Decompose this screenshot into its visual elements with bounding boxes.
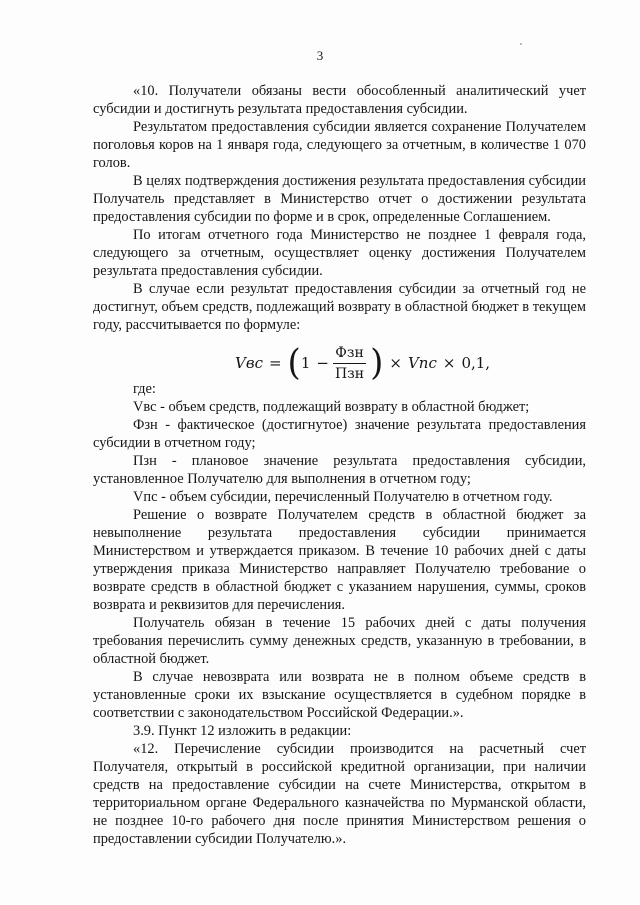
paragraph-formula-intro: В случае если результат предоставления субсидии за отчетный год не достигнут, объем средств, подлежащий возврату в областной бюджет в текущем году, рассчитывается по формуле:	[93, 281, 586, 333]
formula-right-paren: )	[370, 342, 384, 384]
text-block-top	[93, 82, 586, 334]
paragraph-assessment: По итогам отчетного года Министерство не позднее 1 февраля года, следующего за отчетным, осуществляет оценку достижения Получателем результата предоставления субсидии.	[93, 227, 586, 279]
paragraph-item-12: «12. Перечисление субсидии производится на расчетный счет Получателя, открытый в российской кредитной организации, при наличии средств на предоставление субсидии на счете Министерства, открытом в территориальном органе Федерального казначейства по Мурманской области, не позднее 10-го рабочего дня после принятия Министерством решения о предоставлении субсидии Получателю.».	[93, 741, 586, 847]
formula-fraction	[333, 345, 366, 382]
formula-times-2: ×	[442, 354, 456, 372]
definition-fzn: Фзн - фактическое (достигнутое) значение результата предоставления субсидии в отчетном году;	[93, 417, 586, 451]
definition-pzn: Пзн - плановое значение результата предоставления субсидии, установленное Получателю для выполнения в отчетном году;	[93, 453, 586, 487]
paragraph-return-decision: Решение о возврате Получателем средств в областной бюджет за невыполнение результата предоставления субсидии принимается Министерством и утверждается приказом. В течение 10 рабочих дней с даты утверждения приказа Министерство направляет Получателю требование о возврате средств в областной бюджет с указанием нарушения, суммы, сроков возврата и реквизитов для перечисления.	[93, 507, 586, 613]
paragraph-item-3-9: 3.9. Пункт 12 изложить в редакции:	[133, 723, 352, 739]
formula-coefficient: 0,1,	[461, 354, 491, 372]
paragraph-report: В целях подтверждения достижения результата предоставления субсидии Получатель представляет в Министерство отчет о достижении результата предоставления субсидии по форме и в срок, определенные Соглашением.	[93, 173, 586, 225]
paragraph-result: Результатом предоставления субсидии является сохранение Получателем поголовья коров на 1 января года, следующего за отчетным, в количестве 1 070 голов.	[93, 119, 586, 171]
page-number: 3	[316, 48, 324, 63]
paragraph-court-recovery: В случае невозврата или возврата не в полном объеме средств в установленные сроки их взыскание осуществляется в судебном порядке в соответствии с законодательством Российской Федерации.».	[93, 669, 586, 721]
paragraph-where: где:	[133, 381, 156, 397]
formula-numerator: Фзн	[333, 345, 366, 364]
paragraph-10-intro: «10. Получатели обязаны вести обособленный аналитический учет субсидии и достигнуть результата предоставления субсидии.	[93, 83, 586, 117]
formula-one: 1	[300, 354, 311, 372]
formula-lhs: Vвс	[235, 354, 263, 372]
scan-speck	[520, 43, 522, 45]
formula-left-paren: (	[287, 342, 301, 384]
formula-vpc: Vпс	[407, 354, 437, 372]
formula-equals: =	[268, 354, 282, 372]
paragraph-transfer-obligation: Получатель обязан в течение 15 рабочих дней с даты получения требования перечислить сумму денежных средств, указанную в требовании, в областной бюджет.	[93, 615, 586, 667]
formula-denominator: Пзн	[334, 365, 365, 382]
definition-vps: Vпс - объем субсидии, перечисленный Получателю в отчетном году.	[133, 489, 553, 505]
text-block-bottom	[93, 380, 586, 848]
definition-vvs: Vвс - объем средств, подлежащий возврату в областной бюджет;	[133, 399, 530, 415]
formula-times-1: ×	[389, 354, 402, 372]
formula-minus: −	[316, 354, 329, 372]
